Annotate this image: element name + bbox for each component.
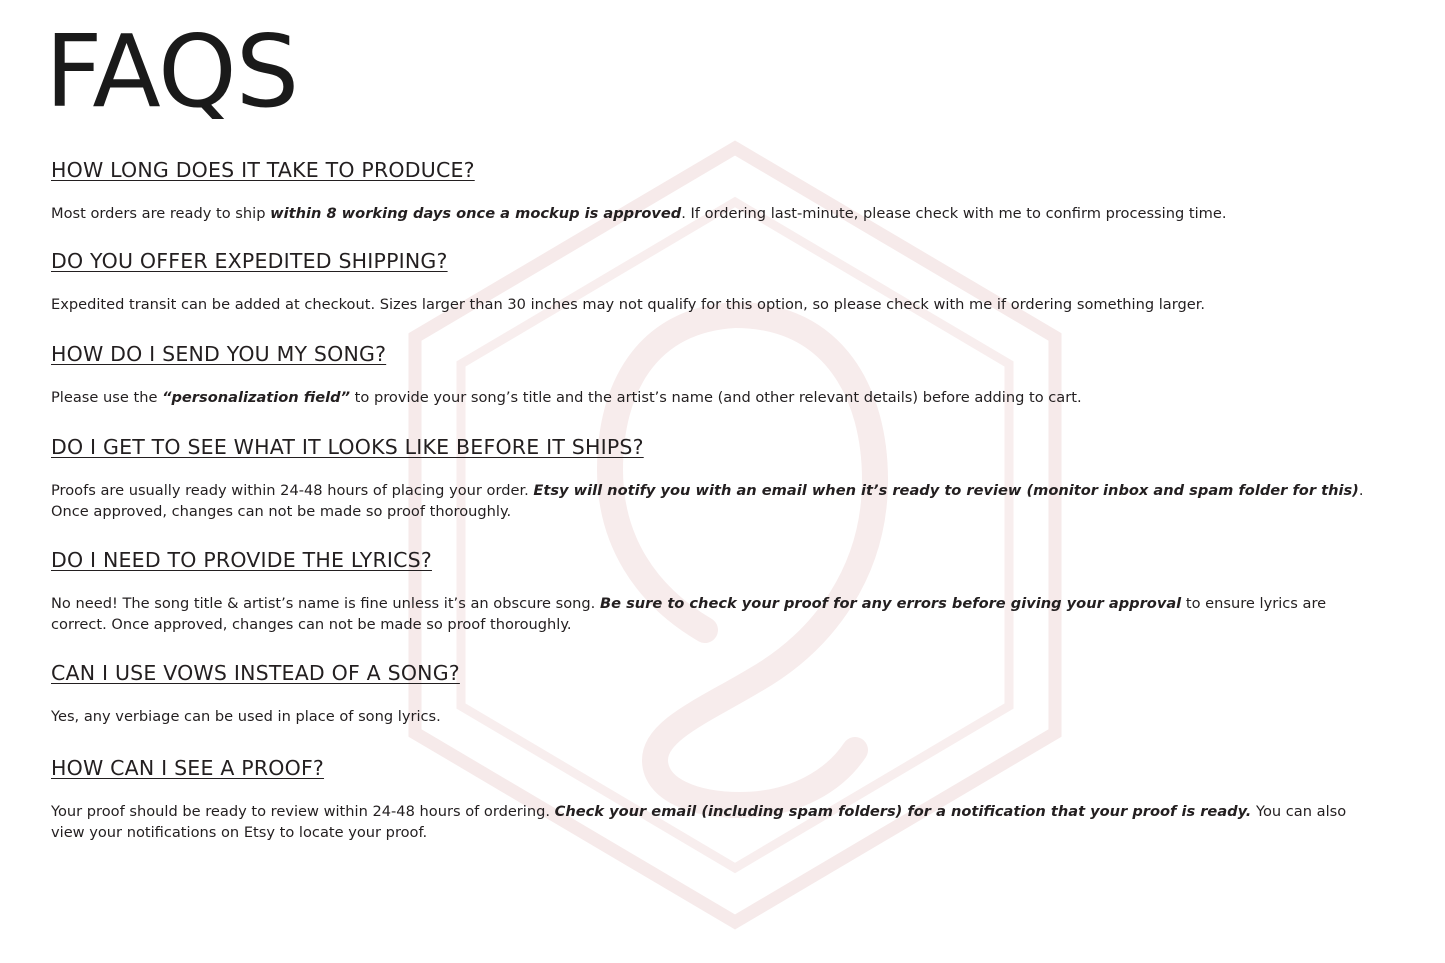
spacer <box>51 373 1381 387</box>
spacer <box>51 408 1381 430</box>
faq-answer <box>51 294 1381 315</box>
faq-answer-emphasis: Be sure to check your proof for any errors before giving your approval <box>599 595 1182 612</box>
faq-item <box>51 339 1381 430</box>
faq-answer-text: Most orders are ready to ship <box>51 205 271 222</box>
faq-answer-text: No need! The song title & artist’s name is fine unless it’s an obscure song. <box>51 595 600 612</box>
spacer <box>51 224 1381 244</box>
spacer <box>51 315 1381 337</box>
spacer <box>51 692 1381 706</box>
faq-answer-emphasis: Check your email (including spam folders) for a notification that your proof is ready. <box>554 803 1252 820</box>
faq-answer-text: Your proof should be ready to review within 24-48 hours of ordering. <box>51 803 555 820</box>
spacer <box>51 280 1381 294</box>
faq-item <box>51 545 1381 656</box>
faq-answer <box>51 593 1381 635</box>
faq-item <box>51 753 1381 865</box>
faq-question: HOW DO I SEND YOU MY SONG? <box>51 342 387 366</box>
spacer <box>51 635 1381 656</box>
faq-answer <box>51 387 1381 408</box>
faq-answer-text: to provide your song’s title and the artist’s name (and other relevant details) before adding to cart. <box>350 389 1082 406</box>
faq-answer-text: Yes, any verbiage can be used in place of song lyrics. <box>51 708 441 725</box>
faq-question: CAN I USE VOWS INSTEAD OF A SONG? <box>51 661 460 685</box>
faq-answer <box>51 203 1381 224</box>
faq-answer-text: to ensure lyrics are correct. Once approved, changes can not be made so proof thoroughly. <box>51 595 1327 633</box>
faq-answer-emphasis: “personalization field” <box>162 389 351 406</box>
faq-item <box>51 246 1381 337</box>
faq-answer-emphasis: within 8 working days once a mockup is approved <box>270 205 682 222</box>
spacer <box>51 466 1381 480</box>
spacer <box>51 189 1381 203</box>
faq-answer <box>51 801 1381 843</box>
spacer <box>51 727 1381 751</box>
spacer <box>51 843 1381 865</box>
faq-question: DO YOU OFFER EXPEDITED SHIPPING? <box>51 249 448 273</box>
faq-answer-text: Please use the <box>51 389 163 406</box>
faq-answer-text: . If ordering last-minute, please check with me to confirm processing time. <box>681 205 1227 222</box>
faq-list <box>51 155 1381 867</box>
faq-answer-text: Expedited transit can be added at checkout. Sizes larger than 30 inches may not qualify for this option, so please check with me if ordering something larger. <box>51 296 1206 313</box>
faq-answer-text: Proofs are usually ready within 24-48 hours of placing your order. <box>51 482 534 499</box>
faq-question: DO I NEED TO PROVIDE THE LYRICS? <box>51 548 432 572</box>
faq-item <box>51 658 1381 751</box>
spacer <box>51 579 1381 593</box>
page-title: FAQS <box>45 13 299 130</box>
faq-answer-text: You can also view your notifications on Etsy to locate your proof. <box>51 803 1347 841</box>
faq-question: DO I GET TO SEE WHAT IT LOOKS LIKE BEFORE IT SHIPS? <box>51 435 644 459</box>
spacer <box>51 522 1381 543</box>
faq-answer-emphasis: Etsy will notify you with an email when it’s ready to review (monitor inbox and spam folder for this) <box>533 482 1359 499</box>
spacer <box>51 787 1381 801</box>
faq-answer <box>51 480 1381 522</box>
faq-question: HOW LONG DOES IT TAKE TO PRODUCE? <box>51 158 475 182</box>
faq-item <box>51 155 1381 244</box>
faq-question: HOW CAN I SEE A PROOF? <box>51 756 325 780</box>
faq-item <box>51 432 1381 543</box>
faq-answer <box>51 706 1381 727</box>
faq-answer-text: . Once approved, changes can not be made so proof thoroughly. <box>51 482 1364 520</box>
